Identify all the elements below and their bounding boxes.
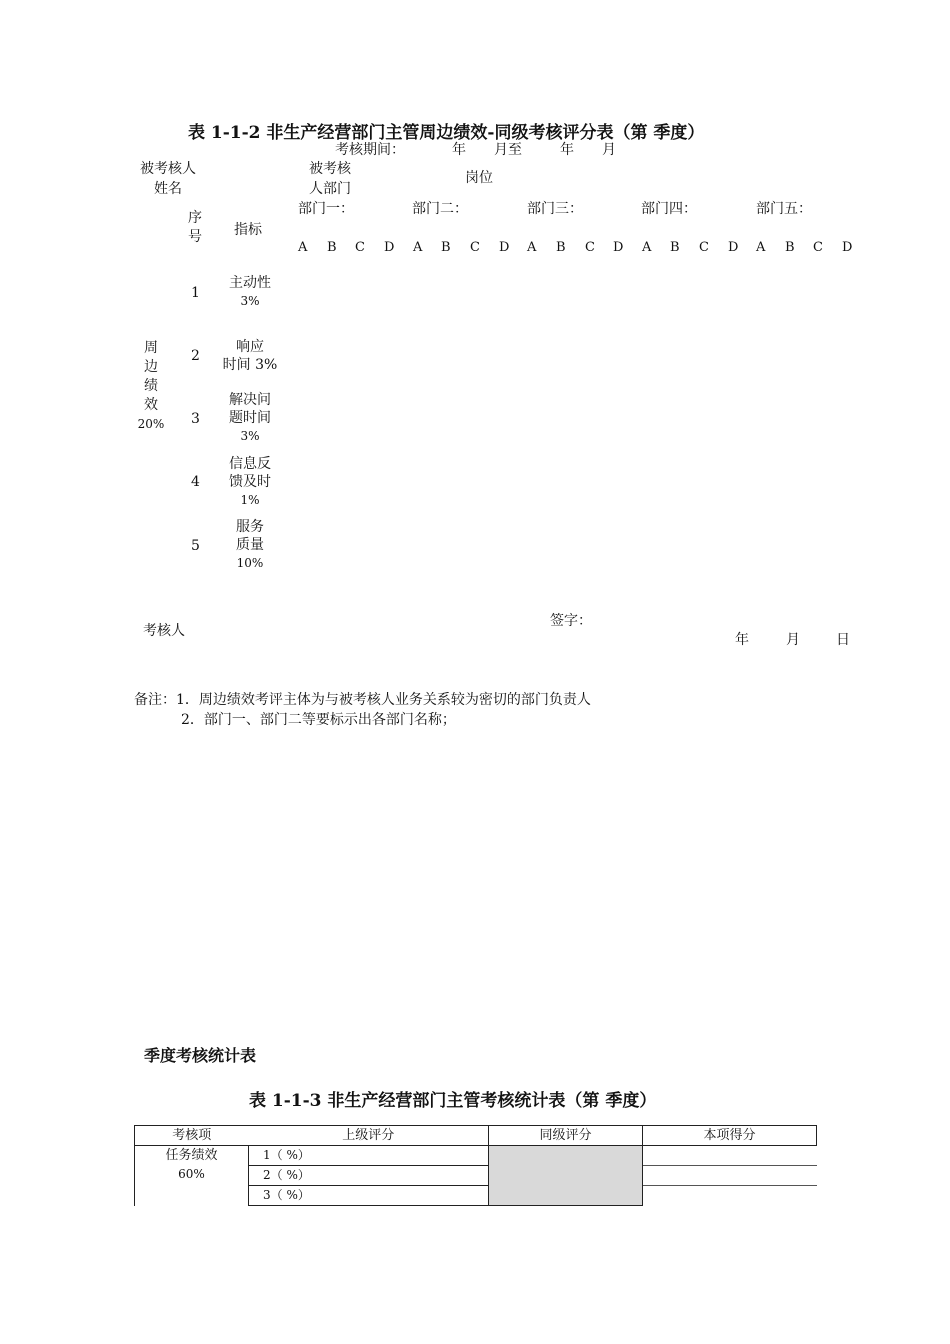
item-line: 质量 <box>236 537 264 553</box>
dept-5-label: 部门五： <box>756 201 812 217</box>
item-line: 3% <box>240 294 260 308</box>
category-char: 周 <box>144 340 158 356</box>
item-line: 馈及时 <box>229 474 271 490</box>
period-label: 考核期间： <box>335 142 405 158</box>
header-score: 本项得分 <box>643 1126 817 1146</box>
task-row-label: 1（ %） <box>249 1146 489 1166</box>
grade-letter: A <box>298 240 308 255</box>
item-line: 响应 <box>236 339 264 355</box>
statistics-table <box>134 1125 817 1206</box>
item-line: 主动性 <box>229 275 271 291</box>
category-char: 绩 <box>144 378 158 394</box>
item-indicator <box>218 455 282 509</box>
item-indicator <box>218 391 282 445</box>
grade-letter: C <box>813 240 823 255</box>
signature-label: 签字： <box>550 613 592 629</box>
item-line: 解决问 <box>229 392 271 408</box>
header-superior: 上级评分 <box>249 1126 489 1146</box>
grade-letter: B <box>327 240 337 255</box>
grade-letter: D <box>728 240 739 255</box>
dept-4-label: 部门四： <box>641 201 697 217</box>
period-month-to: 月至 <box>494 142 522 158</box>
grade-letter: C <box>470 240 480 255</box>
item-no: 4 <box>191 474 200 490</box>
item-line: 3% <box>240 429 260 443</box>
task-row-label: 2（ %） <box>249 1166 489 1186</box>
item-no: 2 <box>191 348 200 364</box>
dept-line2: 人部门 <box>309 181 351 197</box>
grade-letter: C <box>585 240 595 255</box>
date-day: 日 <box>836 632 850 648</box>
score-cell[interactable] <box>643 1166 817 1186</box>
period-year1: 年 <box>452 142 466 158</box>
period-month2: 月 <box>602 142 616 158</box>
peer-score-cell[interactable] <box>489 1146 643 1206</box>
item-line: 信息反 <box>229 456 271 472</box>
table-113-title: 表 1-1-3 非生产经营部门主管考核统计表（第 季度） <box>249 1091 657 1111</box>
date-month: 月 <box>786 632 800 648</box>
grade-letter: A <box>642 240 652 255</box>
grade-letter: A <box>413 240 423 255</box>
category-char: 边 <box>144 359 158 375</box>
evaluatee-line1: 被考核人 <box>140 161 196 177</box>
statistics-row <box>135 1146 817 1166</box>
evaluatee-dept-label <box>298 158 362 198</box>
statistics-header-row <box>135 1126 817 1146</box>
seq-header <box>183 209 207 247</box>
dept-2-label: 部门二： <box>412 201 468 217</box>
grade-letter: A <box>527 240 537 255</box>
grade-letter: D <box>499 240 510 255</box>
position-label: 岗位 <box>465 170 493 186</box>
note-line-1: 备注：1．周边绩效考评主体为与被考核人业务关系较为密切的部门负责人 <box>134 692 591 708</box>
section-heading: 季度考核统计表 <box>144 1046 257 1065</box>
task-line1: 任务绩效 <box>165 1148 218 1163</box>
task-performance-cell <box>135 1146 249 1206</box>
evaluatee-name-label <box>128 158 208 198</box>
grade-letter: D <box>384 240 395 255</box>
dept-3-label: 部门三： <box>527 201 583 217</box>
evaluatee-line2: 姓名 <box>154 181 182 197</box>
score-cell[interactable] <box>643 1186 817 1206</box>
table-112-title: 表 1-1-2 非生产经营部门主管周边绩效-同级考核评分表（第 季度） <box>188 123 705 143</box>
date-year: 年 <box>735 632 749 648</box>
header-peer: 同级评分 <box>489 1126 643 1146</box>
category-weight: 20% <box>137 417 165 431</box>
dept-line1: 被考核 <box>309 161 351 177</box>
grade-letter: A <box>756 240 766 255</box>
grade-letter: B <box>670 240 680 255</box>
item-no: 1 <box>191 285 200 301</box>
grade-letter: D <box>842 240 853 255</box>
item-line: 题时间 <box>229 410 271 426</box>
header-item: 考核项 <box>135 1126 249 1146</box>
period-year2: 年 <box>560 142 574 158</box>
category-label <box>136 339 166 434</box>
item-indicator <box>218 518 282 572</box>
assessor-label: 考核人 <box>143 623 185 639</box>
indicator-header: 指标 <box>234 222 262 238</box>
grade-letter: B <box>441 240 451 255</box>
item-line: 10% <box>236 556 264 570</box>
grade-letter: B <box>556 240 566 255</box>
item-line: 服务 <box>236 519 264 535</box>
item-indicator <box>218 338 282 374</box>
note-line-2: 2．部门一、部门二等要标示出各部门名称； <box>181 712 456 728</box>
dept-1-label: 部门一： <box>298 201 354 217</box>
item-no: 3 <box>191 411 200 427</box>
item-line: 时间 3% <box>222 357 278 373</box>
task-row-label: 3（ %） <box>249 1186 489 1206</box>
grade-letter: C <box>699 240 709 255</box>
category-char: 效 <box>144 397 158 413</box>
task-weight: 60% <box>178 1167 205 1181</box>
grade-letter: B <box>785 240 795 255</box>
seq-line1: 序 <box>188 210 202 226</box>
grade-letter: D <box>613 240 624 255</box>
item-no: 5 <box>191 538 200 554</box>
score-cell[interactable] <box>643 1146 817 1166</box>
grade-letter: C <box>355 240 365 255</box>
seq-line2: 号 <box>188 229 202 245</box>
item-indicator <box>218 274 282 310</box>
item-line: 1% <box>240 493 260 507</box>
